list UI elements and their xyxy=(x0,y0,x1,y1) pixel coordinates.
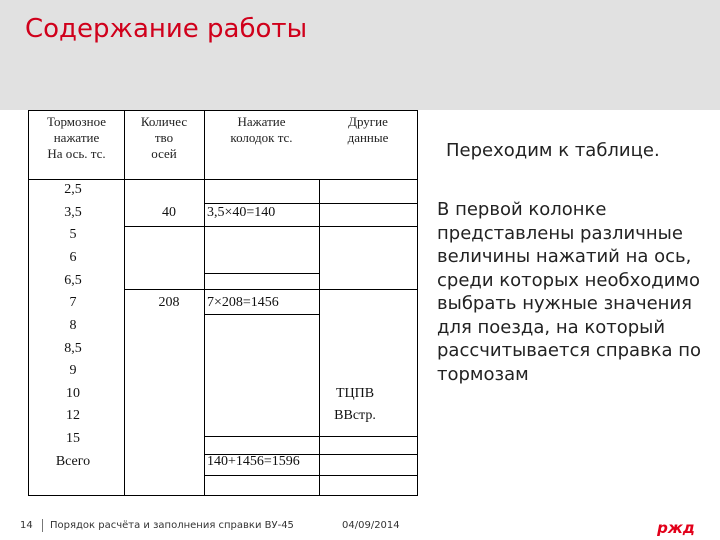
table-cell: 208 xyxy=(158,295,180,310)
svg-text:ржд: ржд xyxy=(657,519,695,537)
table-header-pressure: Тормозное нажатие На ось. тс. xyxy=(46,114,106,161)
table-cell: 3,5 xyxy=(64,205,82,220)
table-header-axle-count: Количес тво осей xyxy=(140,114,188,161)
table-cell: 6,5 xyxy=(64,273,82,288)
table-row-divider xyxy=(204,273,319,274)
data-table xyxy=(28,110,418,496)
table-cell: ВВстр. xyxy=(334,408,376,423)
table-cell: 5 xyxy=(69,227,77,242)
table-cell: Всего xyxy=(55,454,91,469)
table-header-other-data: Другие данные xyxy=(347,114,389,145)
intro-text: Переходим к таблице. xyxy=(446,140,660,161)
table-cell: 8,5 xyxy=(64,341,82,356)
table-cell: 10 xyxy=(66,386,80,401)
footer-divider xyxy=(42,519,43,532)
table-cell: 7×208=1456 xyxy=(207,295,279,310)
table-cell: 3,5×40=140 xyxy=(207,205,276,220)
footer-text: Порядок расчёта и заполнения справки ВУ-45 xyxy=(50,520,294,531)
table-cell: 12 xyxy=(66,408,80,423)
table-cell: 7 xyxy=(69,295,77,310)
rzd-logo-icon xyxy=(656,517,696,537)
table-cell: 6 xyxy=(69,250,77,265)
table-cell: 8 xyxy=(69,318,77,333)
table-row-divider xyxy=(124,226,417,227)
table-row-divider xyxy=(204,436,417,437)
table-row-divider xyxy=(204,475,417,476)
table-row-divider xyxy=(124,289,417,290)
table-col-divider xyxy=(124,111,125,495)
table-cell: ТЦПВ xyxy=(335,386,375,401)
table-cell: 15 xyxy=(66,431,80,446)
table-row-divider xyxy=(204,314,319,315)
page-number: 14 xyxy=(20,520,33,531)
table-cell: 140+1456=1596 xyxy=(207,454,300,469)
table-col-divider xyxy=(204,111,205,495)
footer-date: 04/09/2014 xyxy=(342,520,400,531)
table-header-shoe-pressure: Нажатие колодок тс. xyxy=(230,114,293,145)
footer xyxy=(0,512,720,540)
explanation-paragraph: В первой колонке представлены различные величины нажатий на ось, среди которых необходимо выбрать нужные значения для поезда, на который рассчитывается справка по тормозам xyxy=(437,199,702,385)
table-cell: 2,5 xyxy=(64,182,82,197)
slide-title: Содержание работы xyxy=(25,14,308,44)
table-cell: 40 xyxy=(162,205,176,220)
table-cell: 9 xyxy=(69,363,77,378)
